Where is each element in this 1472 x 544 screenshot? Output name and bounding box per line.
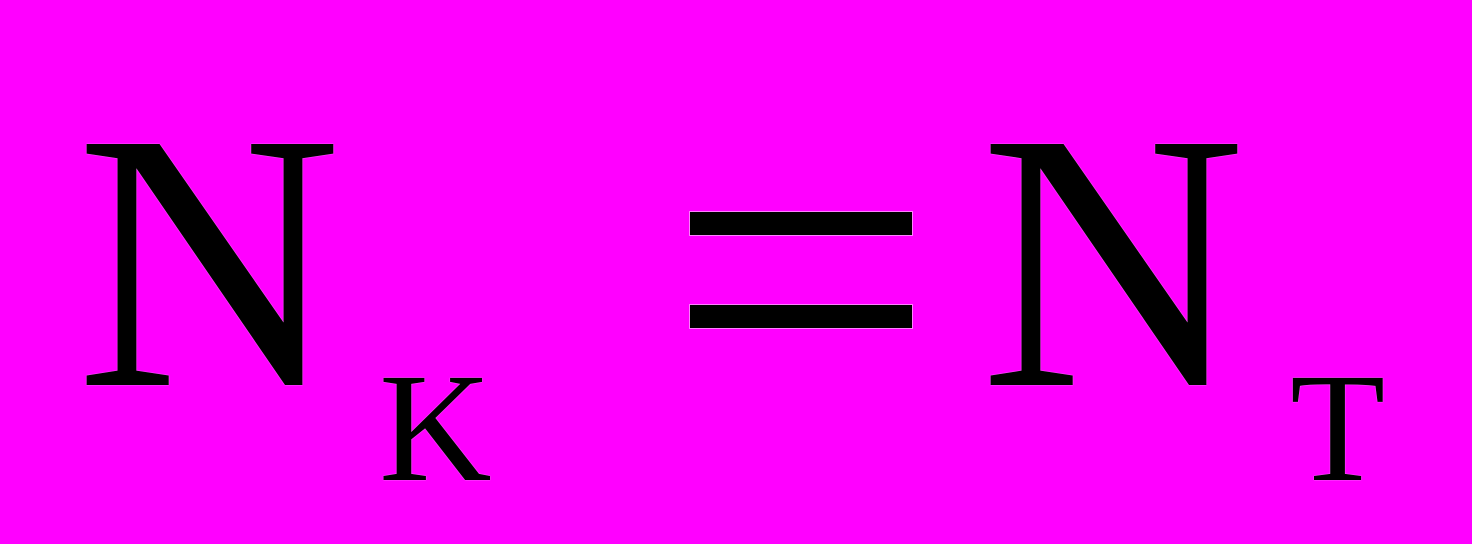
lhs-base-letter: N <box>76 57 342 465</box>
equals-sign <box>690 212 912 328</box>
rhs-base-letter: N <box>980 57 1246 465</box>
lhs-subscript-letter: K <box>379 341 492 514</box>
rhs-subscript-letter: T <box>1290 341 1386 514</box>
equals-top-bar <box>690 212 912 235</box>
equals-bottom-bar <box>690 305 912 328</box>
